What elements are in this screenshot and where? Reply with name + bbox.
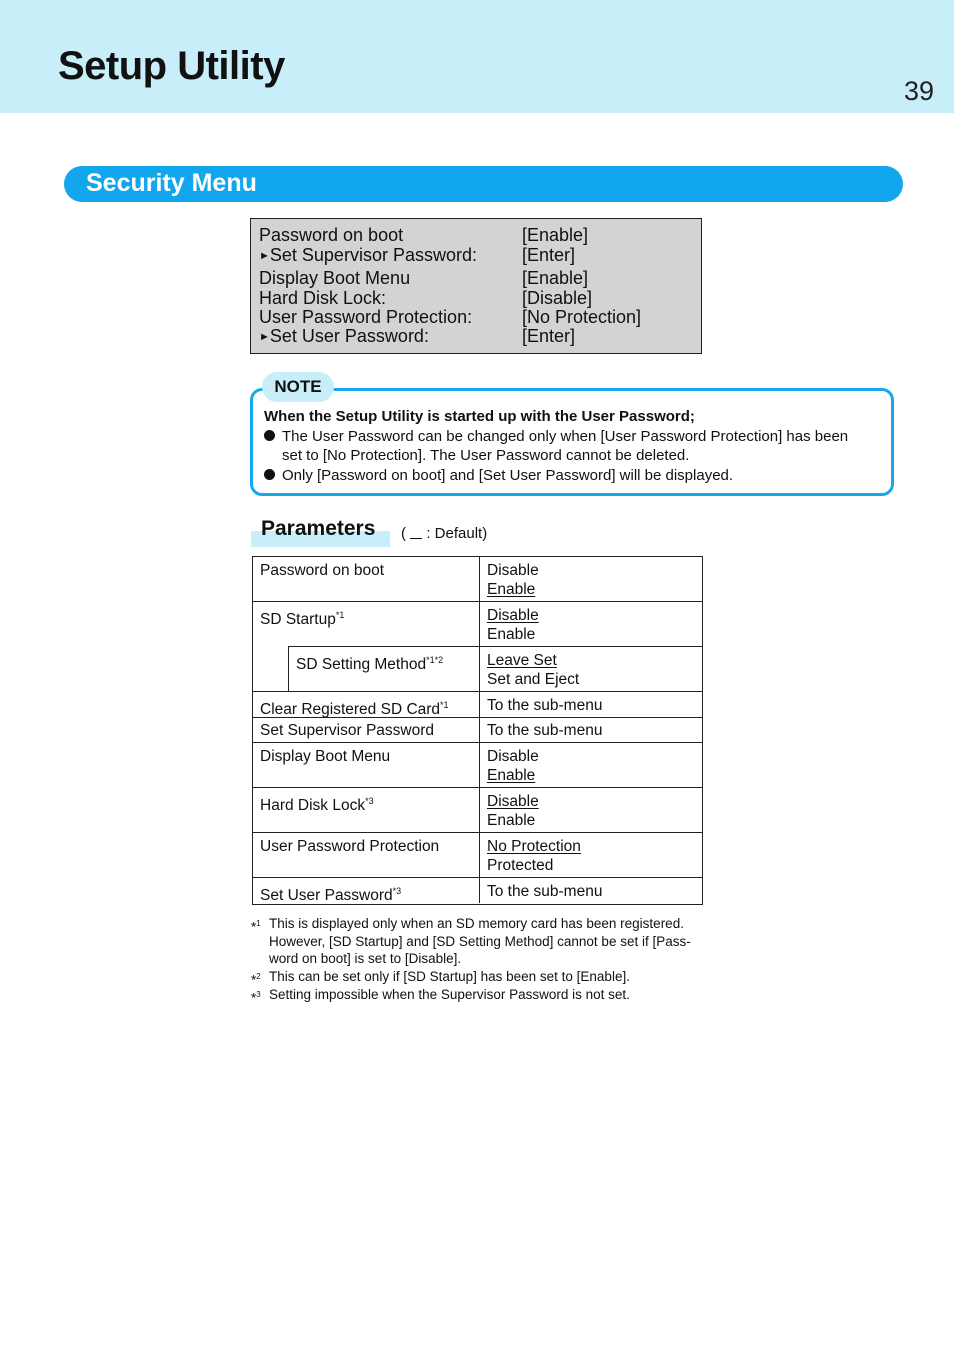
footnote-ref: *1*2 <box>426 655 444 665</box>
note-text <box>282 466 733 485</box>
footnote-line: This is displayed only when an SD memory card has been registered. <box>269 916 684 931</box>
footnote-ref: *1 <box>440 700 449 710</box>
parameter-options <box>487 651 579 689</box>
row-divider <box>288 646 702 647</box>
default-option: Enable <box>487 581 536 598</box>
row-divider <box>253 787 702 788</box>
parameter-options <box>487 561 539 599</box>
note-tag: NOTE <box>262 372 334 402</box>
parameter-options <box>487 747 539 785</box>
parameter-name <box>260 696 449 719</box>
footnote-text <box>269 915 691 968</box>
parameter-name-text: Password on boot <box>260 562 385 579</box>
default-option: Disable <box>487 793 539 810</box>
bios-label-wrap <box>259 245 477 266</box>
note-line: Only [Password on boot] and [Set User Password] will be displayed. <box>282 467 734 484</box>
option: To the sub-menu <box>487 697 603 714</box>
parameter-options <box>487 696 602 715</box>
footnote-text <box>269 968 630 986</box>
footnote-number: 3 <box>256 990 261 999</box>
note-line: set to [No Protection]. The User Password cannot be deleted. <box>282 447 690 464</box>
bios-value: [Enter] <box>522 326 576 346</box>
note-line: The User Password can be changed only when [User Password Protection] has been <box>282 428 849 445</box>
footnote-line: This can be set only if [SD Startup] has been set to [Enable]. <box>269 969 630 984</box>
parameter-name-text: SD Startup <box>260 611 336 629</box>
parameter-name-text: Clear Registered SD Card <box>260 701 441 719</box>
row-divider <box>253 601 702 602</box>
parameter-name <box>260 721 434 740</box>
default-option: Disable <box>487 607 539 624</box>
footnote-mark: *$^2$ <box>251 972 261 988</box>
bios-label: Hard Disk Lock: <box>259 288 387 308</box>
parameter-name <box>260 792 374 815</box>
option: Protected <box>487 857 554 874</box>
section-heading-bar <box>64 166 903 202</box>
page-number: 39 <box>903 76 934 106</box>
row-divider <box>253 832 702 833</box>
bios-value: [No Protection] <box>522 307 642 327</box>
parameter-name <box>260 837 439 856</box>
bullet-icon <box>264 430 275 441</box>
bios-value: [Enable] <box>522 268 589 288</box>
footnote-line: word on boot] is set to [Disable]. <box>269 951 462 966</box>
parameter-options <box>487 837 581 875</box>
row-divider <box>253 691 702 692</box>
parameter-name <box>260 747 390 766</box>
note-text <box>282 427 848 465</box>
option: Disable <box>487 748 539 765</box>
legend-close: : Default) <box>422 525 488 542</box>
note-heading: When the Setup Utility is started up with the User Password; <box>264 408 695 425</box>
bios-label: User Password Protection: <box>259 307 473 327</box>
footnote-number: 1 <box>256 919 261 928</box>
underline-sample <box>410 528 422 539</box>
parameter-name <box>260 561 384 580</box>
footnote-mark: *$^3$ <box>251 990 261 1006</box>
footnote-mark: *$^1$ <box>251 919 261 935</box>
option: Enable <box>487 626 536 643</box>
bios-label-wrap <box>259 326 429 347</box>
bios-value: [Disable] <box>522 288 593 308</box>
row-divider <box>253 742 702 743</box>
column-divider <box>479 557 480 903</box>
bios-label: Set User Password: <box>269 326 429 346</box>
footnote-ref: *3 <box>365 796 374 806</box>
parameter-name-text: Set User Password <box>260 887 393 905</box>
parameters-title: Parameters <box>261 517 376 540</box>
parameter-name-text: Hard Disk Lock <box>260 797 366 815</box>
parameter-name-text: Display Boot Menu <box>260 748 391 765</box>
indent-divider <box>288 646 289 691</box>
default-legend <box>401 525 487 542</box>
footnote-text <box>269 986 630 1004</box>
footnote-number: 2 <box>256 972 261 981</box>
legend-open: ( <box>401 525 411 542</box>
bios-security-screen <box>250 218 702 354</box>
parameter-options <box>487 792 539 830</box>
row-divider <box>253 877 702 878</box>
option: To the sub-menu <box>487 722 603 739</box>
footnote-ref: *1 <box>335 610 345 620</box>
option: Set and Eject <box>487 671 580 688</box>
parameter-options <box>487 721 602 740</box>
default-option: No Protection <box>487 838 581 855</box>
parameter-name-text: SD Setting Method <box>296 656 427 674</box>
parameter-options <box>487 606 539 644</box>
footnote-line: Setting impossible when the Supervisor Password is not set. <box>269 987 630 1002</box>
parameter-options <box>487 882 602 901</box>
bios-label: Display Boot Menu <box>259 268 411 288</box>
option: Enable <box>487 812 536 829</box>
section-title: Security Menu <box>86 169 257 197</box>
parameter-name-text: User Password Protection <box>260 838 440 855</box>
parameter-name <box>260 882 401 905</box>
bios-label: Password on boot <box>259 225 404 245</box>
default-option: Enable <box>487 767 536 784</box>
bios-label: Set Supervisor Password: <box>269 245 477 265</box>
option: Disable <box>487 562 539 579</box>
option: To the sub-menu <box>487 883 603 900</box>
page-title: Setup Utility <box>58 44 285 88</box>
footnote-line: However, [SD Startup] and [SD Setting Method] cannot be set if [Pass- <box>269 933 691 949</box>
bios-value: [Enable] <box>522 225 589 245</box>
bullet-icon <box>264 469 275 480</box>
footnote-ref: *3 <box>392 886 402 896</box>
parameter-name <box>260 606 344 629</box>
bios-value: [Enter] <box>522 245 576 265</box>
submenu-arrow-icon: ► <box>259 250 270 262</box>
page-header <box>0 0 954 113</box>
parameter-name <box>296 651 443 674</box>
submenu-arrow-icon: ► <box>259 331 270 343</box>
default-option: Leave Set <box>487 652 557 669</box>
parameter-name-text: Set Supervisor Password <box>260 722 435 739</box>
